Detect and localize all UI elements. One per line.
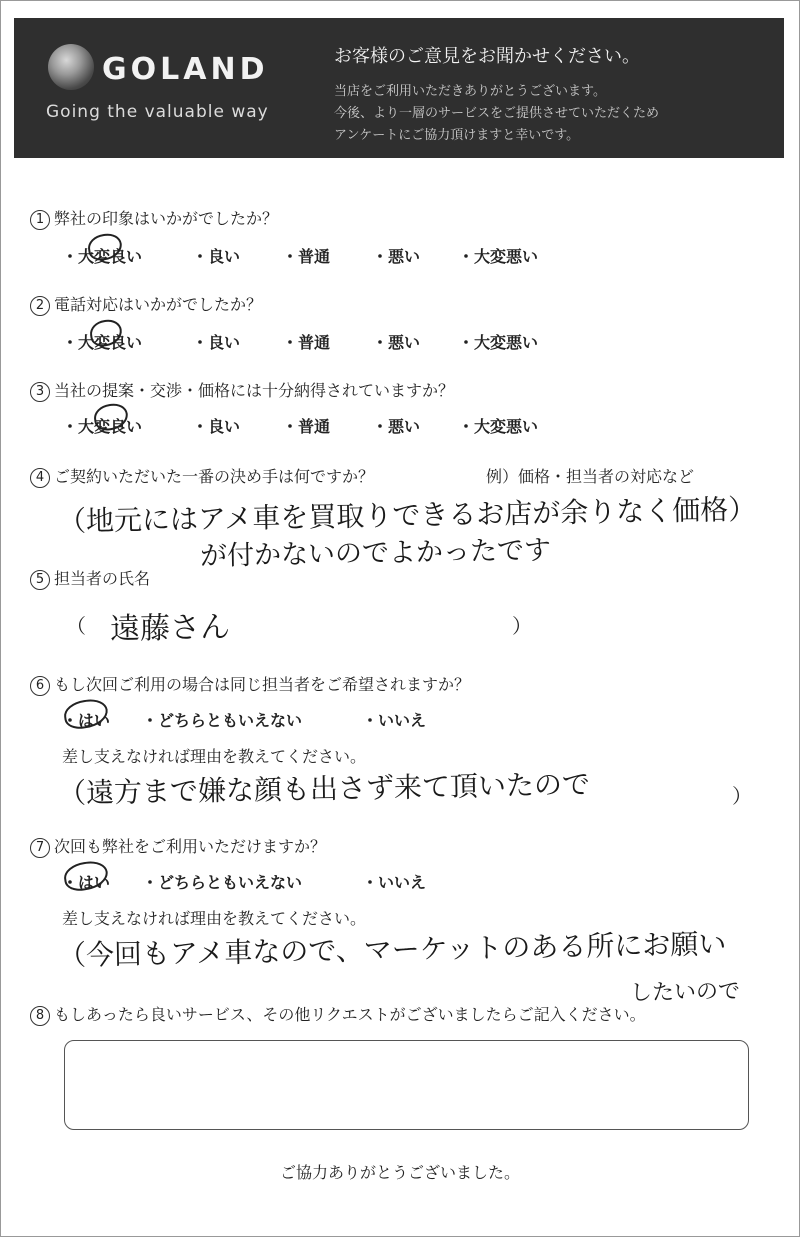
option-neither[interactable]: ・どちらともいえない bbox=[142, 711, 303, 730]
option-very-good[interactable]: ・大変良い bbox=[62, 333, 143, 352]
option-neither[interactable]: ・どちらともいえない bbox=[142, 873, 303, 892]
option-bad[interactable]: ・悪い bbox=[372, 333, 421, 352]
question-7 bbox=[30, 834, 326, 858]
question-2 bbox=[30, 292, 262, 316]
question-1 bbox=[30, 206, 278, 230]
question-text: 次回も弊社をご利用いただけますか？ bbox=[54, 837, 327, 856]
reason-label: 差し支えなければ理由を教えてください。 bbox=[62, 909, 367, 928]
footer-thanks: ご協力ありがとうございました。 bbox=[279, 1163, 520, 1182]
option-very-bad[interactable]: ・大変悪い bbox=[458, 247, 539, 266]
question-number: 2 bbox=[30, 296, 50, 316]
option-bad[interactable]: ・悪い bbox=[372, 417, 421, 436]
question-text: もし次回ご利用の場合は同じ担当者をご希望されますか？ bbox=[54, 675, 471, 694]
header-line-3: アンケートにご協力頂けますと幸いです。 bbox=[334, 128, 580, 143]
option-yes[interactable]: ・はい bbox=[62, 711, 111, 730]
option-very-good[interactable]: ・大変良い bbox=[62, 247, 143, 266]
question-text: 弊社の印象はいかがでしたか？ bbox=[54, 209, 279, 228]
reason-label: 差し支えなければ理由を教えてください。 bbox=[62, 747, 367, 766]
option-yes[interactable]: ・はい bbox=[62, 873, 111, 892]
request-textbox[interactable] bbox=[64, 1040, 749, 1130]
option-good[interactable]: ・良い bbox=[192, 333, 241, 352]
question-text: ご契約いただいた一番の決め手は何ですか？ bbox=[54, 467, 375, 486]
option-normal[interactable]: ・普通 bbox=[282, 417, 331, 436]
reason-close-paren: ） bbox=[732, 784, 752, 808]
question-4 bbox=[30, 464, 770, 488]
name-open-paren: （ bbox=[66, 614, 86, 638]
option-good[interactable]: ・良い bbox=[192, 247, 241, 266]
option-very-good[interactable]: ・大変良い bbox=[62, 417, 143, 436]
handwritten-answer-line-1: （地元にはアメ車を買取りできるお店が余りなく価格） bbox=[57, 492, 757, 538]
question-text: もしあったら良いサービス、その他リクエストがございましたらご記入ください。 bbox=[54, 1005, 646, 1024]
example-text: 例）価格・担当者の対応など bbox=[486, 467, 695, 486]
handwritten-reason-line-2: したいので bbox=[629, 979, 741, 1006]
handwritten-staff-name: 遠藤さん bbox=[109, 609, 231, 647]
question-8 bbox=[30, 1002, 646, 1026]
question-5 bbox=[30, 566, 150, 590]
option-good[interactable]: ・良い bbox=[192, 417, 241, 436]
option-normal[interactable]: ・普通 bbox=[282, 247, 331, 266]
handwritten-reason-line-1: （今回もアメ車なので、マーケットのある所にお願い bbox=[57, 927, 727, 972]
question-3 bbox=[30, 378, 454, 402]
logo-text: GOLAND bbox=[102, 52, 269, 87]
option-normal[interactable]: ・普通 bbox=[282, 333, 331, 352]
question-text: 電話対応はいかがでしたか？ bbox=[54, 295, 263, 314]
question-text: 担当者の氏名 bbox=[54, 569, 151, 588]
question-number: 6 bbox=[30, 676, 50, 696]
goland-logo-icon bbox=[48, 44, 94, 90]
name-close-paren: ） bbox=[512, 614, 532, 638]
handwritten-answer-line-2: が付かないのでよかったです bbox=[199, 534, 552, 572]
header-banner bbox=[14, 18, 784, 158]
header-line-2: 今後、より一層のサービスをご提供させていただくため bbox=[334, 106, 660, 121]
option-very-bad[interactable]: ・大変悪い bbox=[458, 417, 539, 436]
option-no[interactable]: ・いいえ bbox=[362, 873, 427, 892]
option-very-bad[interactable]: ・大変悪い bbox=[458, 333, 539, 352]
question-number: 4 bbox=[30, 468, 50, 488]
question-number: 3 bbox=[30, 382, 50, 402]
option-no[interactable]: ・いいえ bbox=[362, 711, 427, 730]
header-title: お客様のご意見をお聞かせください。 bbox=[334, 46, 640, 67]
header-line-1: 当店をご利用いただきありがとうございます。 bbox=[334, 84, 606, 99]
tagline: Going the valuable way bbox=[46, 102, 269, 122]
question-6 bbox=[30, 672, 470, 696]
question-number: 8 bbox=[30, 1006, 50, 1026]
question-number: 7 bbox=[30, 838, 50, 858]
question-number: 1 bbox=[30, 210, 50, 230]
question-number: 5 bbox=[30, 570, 50, 590]
option-bad[interactable]: ・悪い bbox=[372, 247, 421, 266]
question-text: 当社の提案・交渉・価格には十分納得されていますか？ bbox=[54, 381, 455, 400]
handwritten-reason: （遠方まで嫌な顔も出さず来て頂いたので bbox=[57, 767, 591, 810]
